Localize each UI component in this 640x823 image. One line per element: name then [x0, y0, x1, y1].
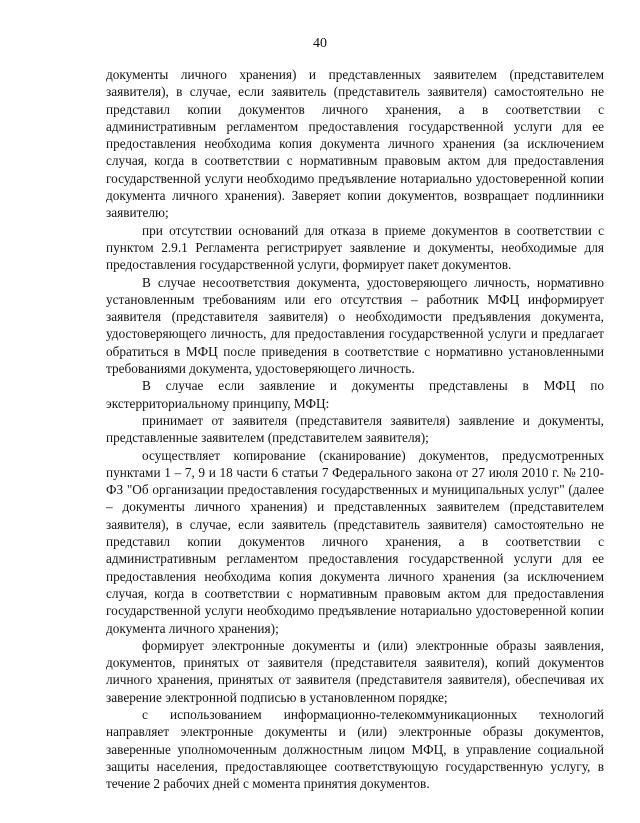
paragraph-sends-documents: с использованием информационно-телекоммуникационных технологий направляет электронные документы и (или) электронные образы документов, заверенные уполномоченным должностным лицом МФЦ, в управление социальной защиты населения, предоставляющее соответствующую государственную услугу, в течение 2 рабочих дней с момента принятия документов.: [106, 706, 604, 792]
paragraph-extraterritorial: В случае если заявление и документы представлены в МФЦ по экстерриториальному принципу, МФЦ:: [106, 378, 604, 411]
body-text: [106, 66, 604, 792]
paragraph-copying-documents: осуществляет копирование (сканирование) документов, предусмотренных пунктами 1 – 7, 9 и 18 части 6 статьи 7 Федерального закона от 27 июля 2010 г. № 210-ФЗ "Об организации предоставления государственных и муниципальных услуг" (далее – документы личного хранения) и представленных заявителем (представителем заявителя), в случае, если заявитель (представитель заявителя) самостоятельно не представил копии документов личного хранения, а в соответствии с административным регламентом предоставления государственной услуги для ее предоставления необходима копия документа личного хранения (за исключением случая, когда в соответствии с нормативным правовым актом для предоставления государственной услуги необходимо предъявление нотариально удостоверенной копии документа личного хранения);: [106, 447, 604, 636]
paragraph-registration: при отсутствии оснований для отказа в приеме документов в соответствии с пунктом 2.9.1 Регламента регистрирует заявление и документы, необходимые для предоставления государственной услуги, формирует пакет документов.: [106, 222, 604, 273]
paragraph-identity-mismatch: В случае несоответствия документа, удостоверяющего личность, нормативно установленным требованиям или его отсутствия – работник МФЦ информирует заявителя (представителя заявителя) о необходимости предъявления документа, удостоверяющего личность, для предоставления государственной услуги и предлагает обратиться в МФЦ после приведения в соответствие с нормативно установленными требованиями документа, удостоверяющего личность.: [106, 274, 604, 377]
paragraph-accepts-application: принимает от заявителя (представителя заявителя) заявление и документы, представленные заявителем (представителем заявителя);: [106, 412, 604, 446]
paragraph-document-copies-continued: документы личного хранения) и представленных заявителем (представителем заявителя), в случае, если заявитель (представитель заявителя) самостоятельно не представил копии документов личного хранения, а в соответствии с административным регламентом предоставления государственной услуги для ее предоставления необходима копия документа личного хранения (за исключением случая, когда в соответствии с нормативным правовым актом для предоставления государственной услуги необходимо предъявление нотариально удостоверенной копии документа личного хранения). Заверяет копии документов, возвращает подлинники заявителю;: [106, 67, 604, 221]
paragraph-electronic-documents: формирует электронные документы и (или) электронные образы заявления, документов, принятых от заявителя (представителя заявителя), копий документов личного хранения, принятых от заявителя (представителя заявителя), обеспечивая их заверение электронной подписью в установленном порядке;: [106, 637, 604, 705]
page-number: 40: [313, 36, 327, 51]
